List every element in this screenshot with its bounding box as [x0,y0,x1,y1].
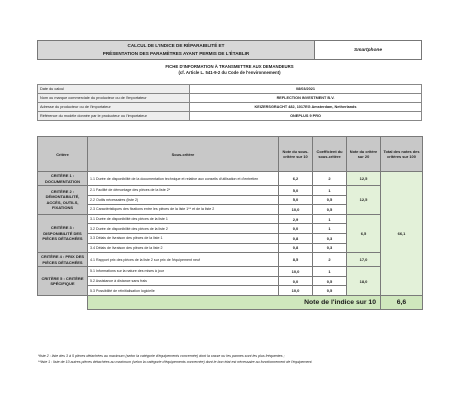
total-note: 66,1 [381,172,423,296]
title-line-2: PRÉSENTATION DES PARAMÈTRES AYANT PERMIS DE L'ÉTABLIR [102,51,250,56]
final-score-value: 6,6 [381,295,423,309]
sous-critere-coef: 1 [313,224,347,234]
critere-label: CRITÈRE 5 : CRITÈRE SPÉCIFIQUE [38,267,88,296]
sous-critere-note: 8,5 [279,253,313,267]
info-value: ONEPLUS 9 PRO [190,112,422,121]
header-note-critere: Note du critère sur 20 [347,137,381,172]
header-note-sous-critere: Note du sous-critère sur 10 [279,137,313,172]
critere-label: CRITÈRE 3 : DISPONIBILITÉ DES PIÈCES DÉTACHÉES [38,214,88,252]
header-critere: Critère [38,137,88,172]
fiche-line-2: (cf. Article L. 541-9-2 du Code de l'environnement) [178,70,281,75]
sous-critere-label: 5.3 Possibilité de réinitialisation logicielle [88,286,279,296]
sous-critere-label: 2.1 Facilité de démontage des pièces de la liste 2* [88,186,279,196]
score-table [37,136,423,310]
sous-critere-note: 10,0 [279,205,313,215]
sous-critere-coef: 0,5 [313,195,347,205]
sous-critere-coef: 2 [313,172,347,186]
sous-critere-label: 1.1 Durée de disponibilité de la documentation technique et relative aux conseils d'utilisation et d'entretien [88,172,279,186]
sous-critere-label: 2.2 Outils nécessaires (liste 2) [88,195,279,205]
blank-cell [38,295,88,309]
sous-critere-note: 2,9 [279,214,313,224]
sous-critere-label: 2.3 Caractéristiques des fixations entre les pièces de la liste 1** et de la liste 2 [88,205,279,215]
sous-critere-coef: 0,5 [313,286,347,296]
sous-critere-note: 10,0 [279,286,313,296]
document-header [37,40,422,60]
table-row [38,172,423,186]
sous-critere-label: 5.2 Assistance à distance sans frais [88,276,279,286]
final-score-row [38,295,423,309]
sous-critere-coef: 1 [313,267,347,277]
info-row [38,103,422,112]
final-score-label: Note de l'indice sur 10 [88,295,381,309]
sous-critere-coef: 2 [313,253,347,267]
header-total: Total des notes des critères sur 100 [381,137,423,172]
header-coefficient: Coefficient du sous-critère [313,137,347,172]
info-row [38,85,422,94]
score-header-row [38,137,423,172]
header-sous-critere: Sous-critère [88,137,279,172]
sous-critere-note: 0,0 [279,224,313,234]
critere-label: CRITÈRE 2 : DÉMONTABILITÉ, ACCÈS, OUTILS, FIXATIONS [38,186,88,215]
info-label: Adresse du producteur ou de l'importateur [38,103,190,112]
info-value: 08/03/2021 [190,85,422,94]
critere-label: CRITÈRE 4 : PRIX DES PIÈCES DÉTACHÉES [38,253,88,267]
sous-critere-label: 3.3 Délais de livraison des pièces de la liste 1 [88,233,279,243]
footnote-2: **liste 1 : liste de 10 autres pièces détachées au maximum (selon la catégorie d'équipements concernée) dont le bon état est nécessaire au fonctionnement de l'équipement. [38,360,313,364]
info-value: REFLECTION INVESTMENT B.V. [190,94,422,103]
info-label: Nom ou marque commerciale du producteur ou de l'importateur [38,94,190,103]
sous-critere-coef: 0,5 [313,276,347,286]
sous-critere-label: 3.1 Durée de disponibilité des pièces de la liste 1 [88,214,279,224]
sous-critere-label: 5.1 Informations sur la nature des mises à jour [88,267,279,277]
sous-critere-coef: 1 [313,214,347,224]
critere-note: 6,5 [347,214,381,252]
table-row [38,186,423,196]
critere-note: 12,5 [347,186,381,215]
info-row [38,112,422,121]
sous-critere-label: 4.1 Rapport prix des pièces de la liste 2 sur prix de l'équipement neuf [88,253,279,267]
table-row [38,267,423,277]
table-row [38,214,423,224]
sous-critere-note: 6,2 [279,172,313,186]
sous-critere-label: 3.4 Délais de livraison des pièces de la liste 2 [88,243,279,253]
sous-critere-coef: 0,5 [313,205,347,215]
sous-critere-coef: 1 [313,186,347,196]
sous-critere-label: 3.2 Durée de disponibilité des pièces de la liste 2 [88,224,279,234]
info-value: KEIZERSGRACHT 482, 1017EG Amsterdam, Netherlands [190,103,422,112]
sous-critere-note: 0,0 [279,276,313,286]
sous-critere-note: 0,8 [279,233,313,243]
info-row [38,94,422,103]
title-line-1: CALCUL DE L'INDICE DE RÉPARABILITÉ ET [127,43,225,48]
critere-note: 18,0 [347,267,381,296]
fiche-line-1: FICHE D'INFORMATION À TRANSMETTRE AUX DEMANDEURS [165,64,294,69]
info-label: Date du calcul [38,85,190,94]
sous-critere-note: 5,0 [279,195,313,205]
critere-label: CRITÈRE 1 : DOCUMENTATION [38,172,88,186]
document-title [37,40,315,60]
sous-critere-note: 10,0 [279,267,313,277]
table-row [38,253,423,267]
device-type: Smartphone [315,40,422,60]
info-label: Référence du modèle donnée par le producteur ou l'importateur [38,112,190,121]
footnote-1: *liste 2 : liste des 3 à 5 pièces détachées au maximum (selon la catégorie d'équipements concernée) dont la casse ou les pannes sont les plus fréquentes ; [38,354,285,358]
sous-critere-coef: 0,3 [313,243,347,253]
sous-critere-coef: 0,3 [313,233,347,243]
footnotes [38,353,428,365]
info-table [37,84,422,121]
critere-note: 12,5 [347,172,381,186]
sous-critere-note: 5,0 [279,186,313,196]
sous-critere-note: 0,8 [279,243,313,253]
critere-note: 17,0 [347,253,381,267]
fiche-heading [37,64,422,76]
